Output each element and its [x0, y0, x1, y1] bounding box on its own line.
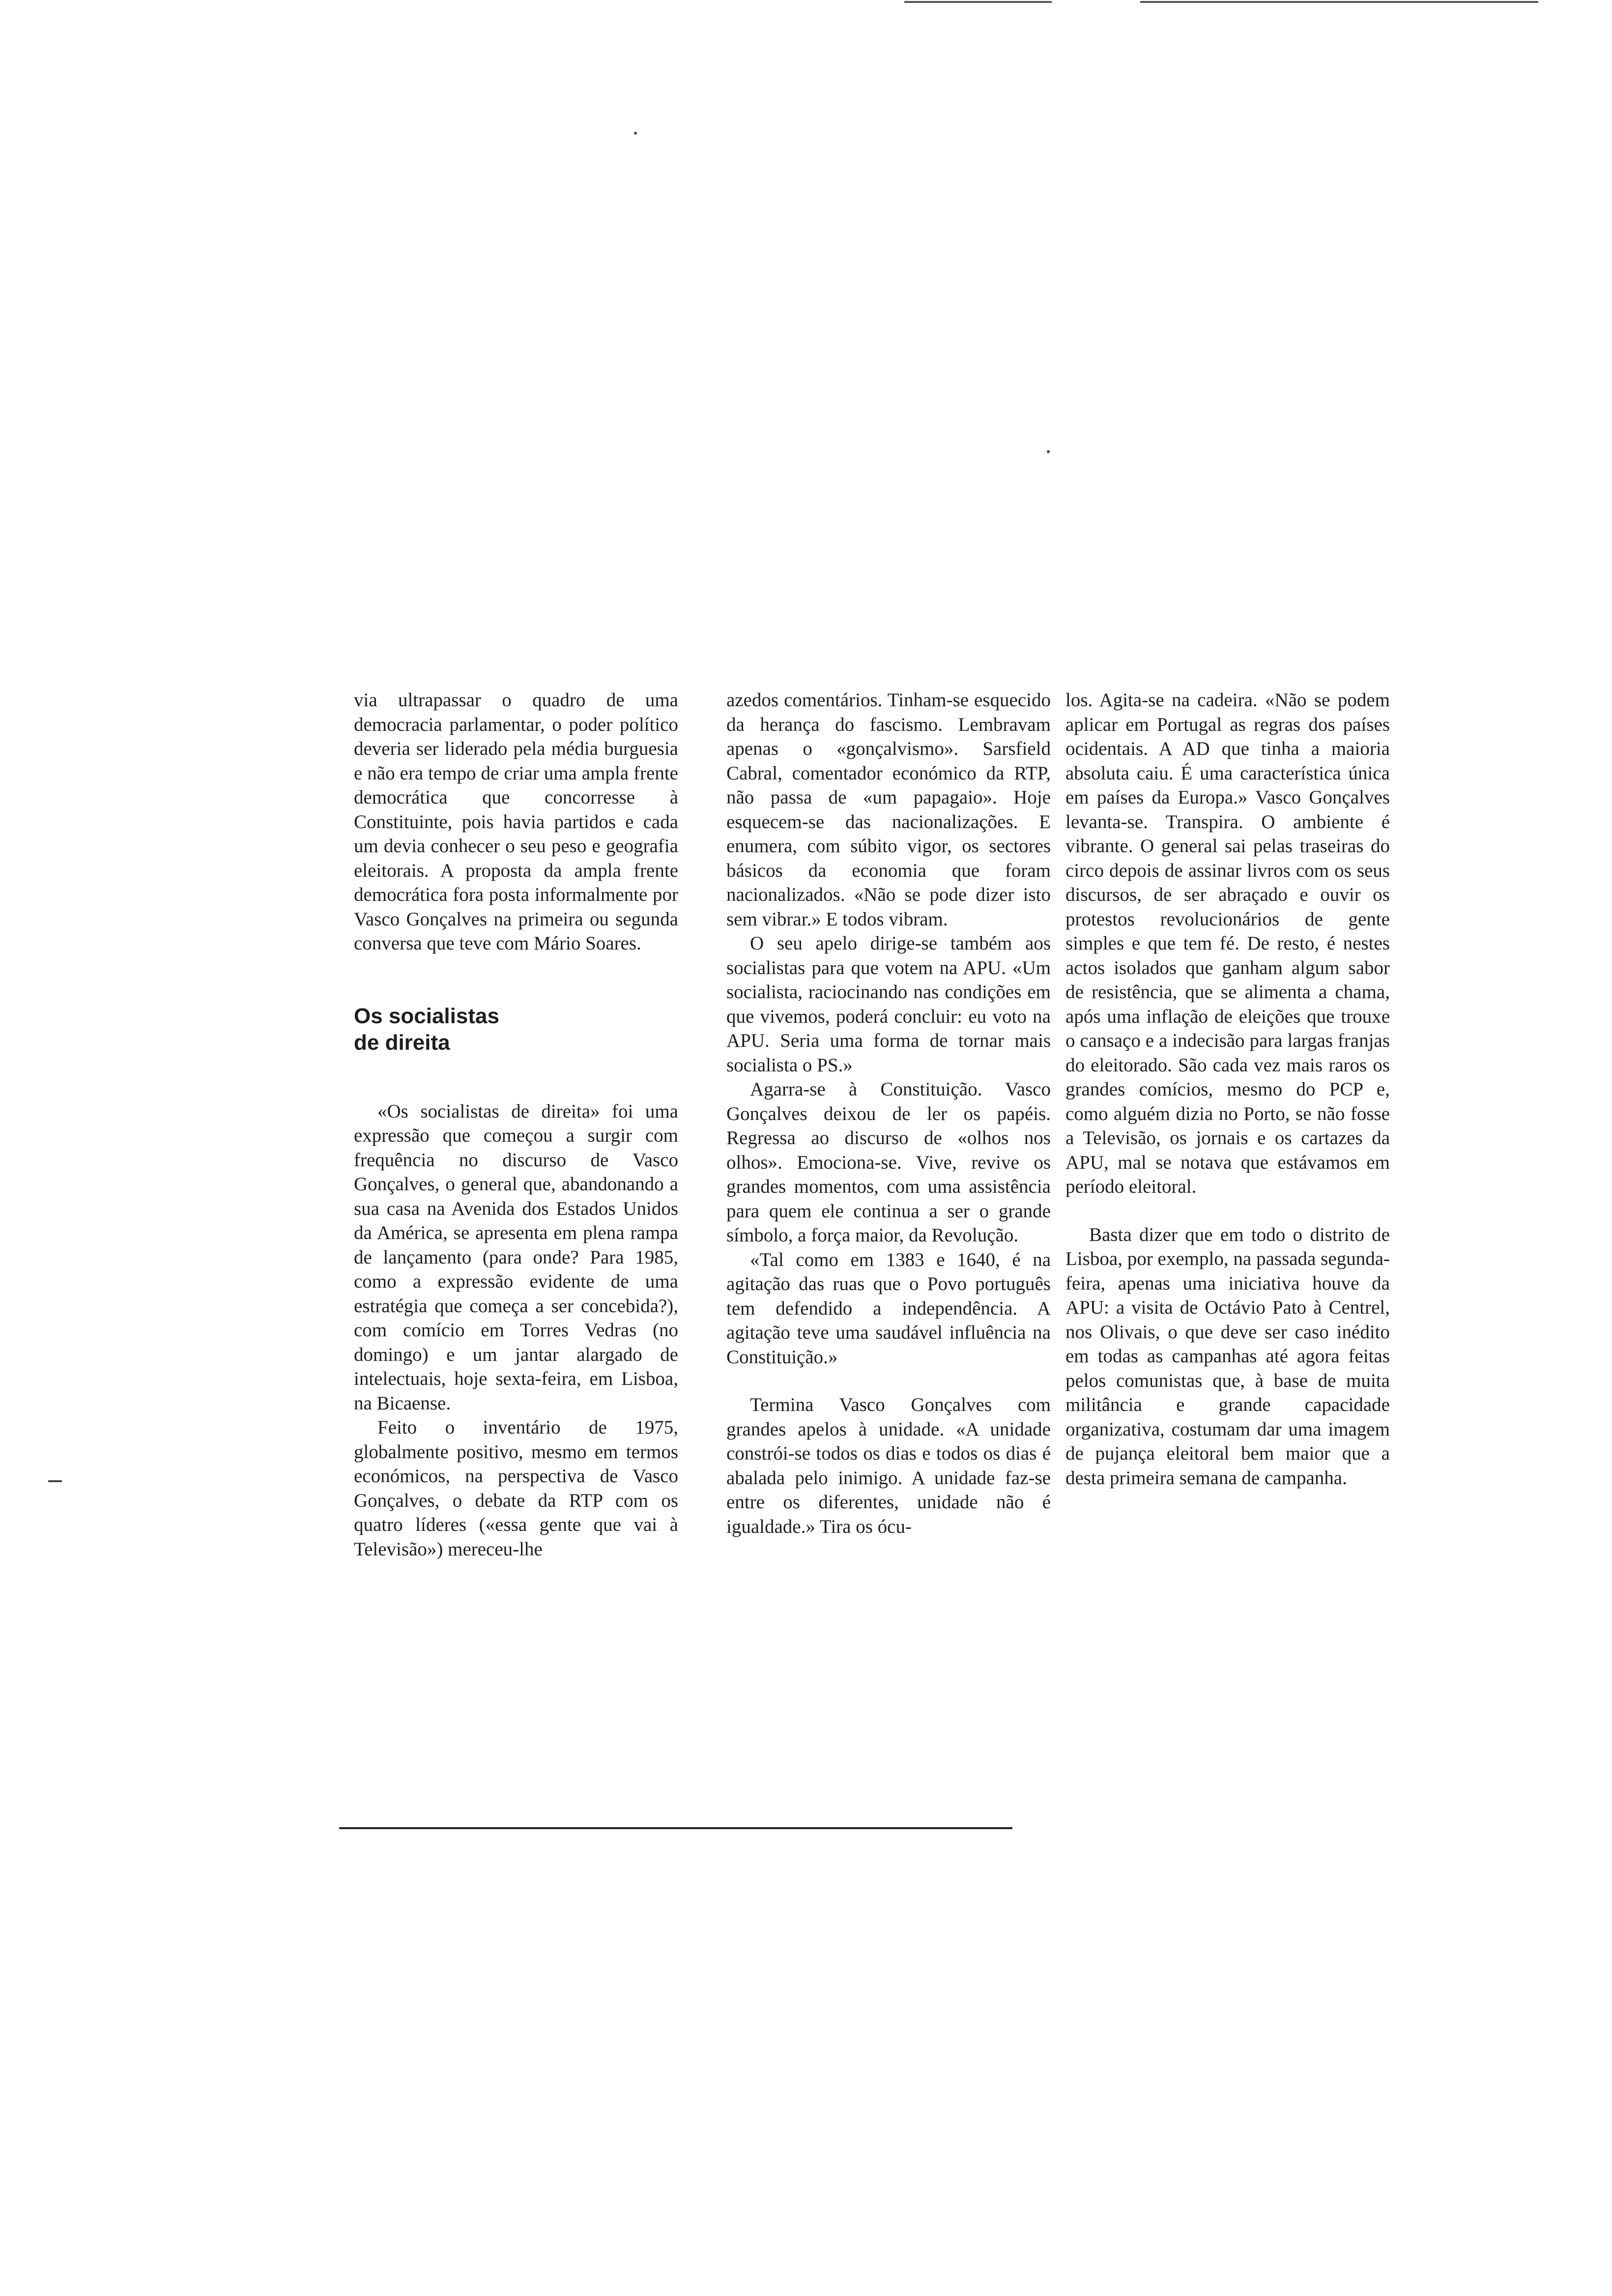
paragraph: «Tal como em 1383 e 1640, é na agitação das ruas que o Povo português tem defendido a independência. A agitação teve uma saudável influência na Constituição.»: [726, 1249, 1051, 1368]
article-column-2: [726, 688, 1051, 1539]
paragraph: Feito o inventário de 1975, globalmente positivo, mesmo em termos económicos, na perspectiva de Vasco Gonçalves, o debate da RTP com os quatro líderes («essa gente que vai à Televisão») mereceu-lhe: [354, 1417, 678, 1560]
article-column-3: [1065, 688, 1390, 1490]
article-column-1: [354, 688, 678, 1561]
paragraph: via ultrapassar o quadro de uma democracia parlamentar, o poder político deveria ser liderado pela média burguesia e não era tempo de criar uma ampla frente democrática que concorresse à Constituinte, pois havia partidos e cada um devia conhecer o seu peso e geografia eleitorais. A proposta da ampla frente democrática fora posta informalmente por Vasco Gonçalves na primeira ou segunda conversa que teve com Mário Soares.: [354, 689, 678, 954]
bottom-rule: [339, 1827, 1012, 1829]
paragraph: «Os socialistas de direita» foi uma expressão que começou a surgir com frequência no discurso de Vasco Gonçalves, o general que, abandonando a sua casa na Avenida dos Estados Unidos da América, se apresenta em plena rampa de lançamento (para onde? Para 1985, como a expressão evidente de uma estratégia que começa a ser concebida?), com comício em Torres Vedras (no domingo) e um jantar alargado de intelectuais, hoje sexta-feira, em Lisboa, na Bicaense.: [354, 1100, 678, 1414]
scan-speck: [1047, 450, 1050, 453]
paragraph: azedos comentários. Tinham-se esquecido da herança do fascismo. Lembravam apenas o «gonçalvismo». Sarsfield Cabral, comentador económico da RTP, não passa de «um papagaio». Hoje esquecem-se das nacionalizações. E enumera, com súbito vigor, os sectores básicos da economia que foram nacionalizados. «Não se pode dizer isto sem vibrar.» E todos vibram.: [726, 689, 1051, 930]
paragraph: Termina Vasco Gonçalves com grandes apelos à unidade. «A unidade constrói-se todos os dias e todos os dias é abalada pelo inimigo. A unidade faz-se entre os diferentes, unidade não é igualdade.» Tira os ócu-: [726, 1394, 1051, 1537]
paragraph: Basta dizer que em todo o distrito de Lisboa, por exemplo, na passada segunda-feira, apenas uma iniciativa houve da APU: a visita de Octávio Pato à Centrel, nos Olivais, o que deve ser caso inédito em todas as campanhas até agora feitas pelos comunistas que, à base de muita militância e grande capacidade organizativa, costumam dar uma imagem de pujança eleitoral bem maior que a desta primeira semana de campanha.: [1065, 1224, 1390, 1489]
paragraph: O seu apelo dirige-se também aos socialistas para que votem na APU. «Um socialista, raciocinando nas condições em que vivemos, poderá concluir: eu voto na APU. Seria uma forma de tornar mais socialista o PS.»: [726, 933, 1051, 1076]
paragraph: Agarra-se à Constituição. Vasco Gonçalves deixou de ler os papéis. Regressa ao discurso de «olhos nos olhos». Emociona-se. Vive, revive os grandes momentos, com uma assistência para quem ele continua a ser o grande símbolo, a força maior, da Revolução.: [726, 1079, 1051, 1246]
scan-speck: [634, 132, 637, 135]
header-rule-left: [904, 1, 1052, 3]
section-heading: Os socialistas de direita: [354, 1004, 499, 1055]
scan-speck: [48, 1480, 62, 1482]
paragraph: los. Agita-se na cadeira. «Não se podem aplicar em Portugal as regras dos países ocidentais. A AD que tinha a maioria absoluta caiu. É uma característica única em países da Europa.» Vasco Gonçalves levanta-se. Transpira. O ambiente é vibrante. O general sai pelas traseiras do circo depois de assinar livros com os seus discursos, de ser abraçado e ouvir os protestos revolucionários de gente simples e que tem fé. De resto, é nestes actos isolados que ganham algum sabor de resistência, que se alimenta a chama, após uma inflação de eleições que trouxe o cansaço e a indecisão para largas franjas do eleitorado. São cada vez mais raros os grandes comícios, mesmo do PCP e, como alguém dizia no Porto, se não fosse a Televisão, os jornais e os cartazes da APU, mal se notava que estávamos em período eleitoral.: [1065, 689, 1390, 1197]
header-rule-right: [1140, 1, 1538, 3]
